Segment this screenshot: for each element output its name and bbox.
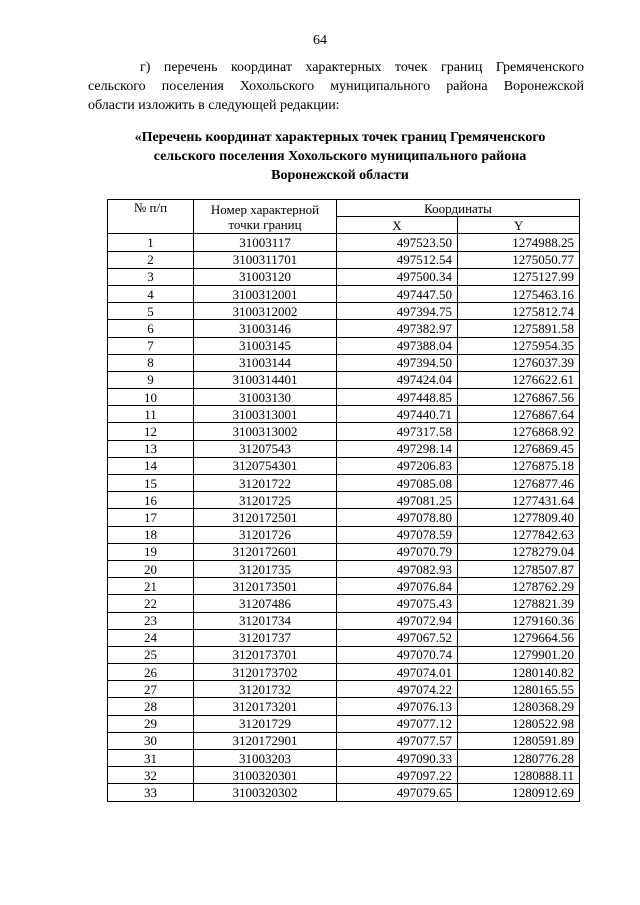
table-row — [108, 457, 580, 474]
cell-number: 30 — [108, 732, 194, 749]
table-row — [108, 750, 580, 767]
cell-x: 497067.52 — [337, 629, 458, 646]
cell-number: 27 — [108, 681, 194, 698]
cell-x: 497394.75 — [337, 303, 458, 320]
cell-x: 497079.65 — [337, 784, 458, 801]
cell-number: 20 — [108, 560, 194, 577]
cell-point-id: 3100313002 — [194, 423, 337, 440]
cell-y: 1280912.69 — [458, 784, 580, 801]
cell-number: 7 — [108, 337, 194, 354]
cell-number: 22 — [108, 595, 194, 612]
cell-x: 497382.97 — [337, 320, 458, 337]
table-row — [108, 509, 580, 526]
table-row — [108, 767, 580, 784]
cell-x: 497440.71 — [337, 406, 458, 423]
title-line: «Перечень координат характерных точек границ Гремяченского — [134, 130, 546, 145]
cell-point-id: 31201722 — [194, 475, 337, 492]
cell-x: 497424.04 — [337, 371, 458, 388]
cell-x: 497097.22 — [337, 767, 458, 784]
cell-x: 497090.33 — [337, 750, 458, 767]
cell-number: 24 — [108, 629, 194, 646]
page-number: 64 — [313, 33, 327, 48]
cell-number: 23 — [108, 612, 194, 629]
cell-x: 497512.54 — [337, 251, 458, 268]
cell-number: 3 — [108, 268, 194, 285]
table-row — [108, 423, 580, 440]
cell-y: 1280888.11 — [458, 767, 580, 784]
cell-point-id: 3100320302 — [194, 784, 337, 801]
header-point — [194, 200, 337, 234]
cell-number: 17 — [108, 509, 194, 526]
cell-number: 19 — [108, 543, 194, 560]
cell-y: 1278279.04 — [458, 543, 580, 560]
title-line: Воронежской области — [271, 168, 409, 183]
cell-y: 1276622.61 — [458, 371, 580, 388]
cell-point-id: 31201734 — [194, 612, 337, 629]
cell-point-id: 31201732 — [194, 681, 337, 698]
cell-point-id: 3100312001 — [194, 285, 337, 302]
cell-point-id: 31003146 — [194, 320, 337, 337]
cell-point-id: 3100312002 — [194, 303, 337, 320]
cell-y: 1275463.16 — [458, 285, 580, 302]
cell-number: 6 — [108, 320, 194, 337]
cell-point-id: 31201735 — [194, 560, 337, 577]
cell-number: 31 — [108, 750, 194, 767]
intro-line: г) перечень координат характерных точек границ Гремяченского — [140, 60, 584, 75]
cell-x: 497206.83 — [337, 457, 458, 474]
cell-y: 1280776.28 — [458, 750, 580, 767]
header-point-line1: Номер характерной — [210, 201, 320, 217]
cell-point-id: 31003120 — [194, 268, 337, 285]
cell-number: 9 — [108, 371, 194, 388]
cell-x: 497082.93 — [337, 560, 458, 577]
intro-paragraph — [88, 58, 584, 115]
cell-point-id: 31003145 — [194, 337, 337, 354]
table-row — [108, 543, 580, 560]
cell-point-id: 3120172501 — [194, 509, 337, 526]
table-row — [108, 664, 580, 681]
cell-x: 497078.59 — [337, 526, 458, 543]
cell-number: 25 — [108, 646, 194, 663]
cell-y: 1275812.74 — [458, 303, 580, 320]
cell-point-id: 3120173201 — [194, 698, 337, 715]
table-row — [108, 732, 580, 749]
table-row — [108, 560, 580, 577]
cell-y: 1277842.63 — [458, 526, 580, 543]
cell-x: 497298.14 — [337, 440, 458, 457]
table-row — [108, 234, 580, 251]
cell-point-id: 3120172601 — [194, 543, 337, 560]
intro-line: сельского поселения Хохольского муниципального района Воронежской — [88, 79, 584, 94]
cell-x: 497075.43 — [337, 595, 458, 612]
table-row — [108, 406, 580, 423]
cell-x: 497070.79 — [337, 543, 458, 560]
cell-y: 1276867.64 — [458, 406, 580, 423]
table-body — [108, 234, 580, 801]
cell-x: 497523.50 — [337, 234, 458, 251]
cell-y: 1275050.77 — [458, 251, 580, 268]
cell-point-id: 31201729 — [194, 715, 337, 732]
header-number: № п/п — [108, 200, 194, 234]
cell-x: 497448.85 — [337, 389, 458, 406]
cell-x: 497085.08 — [337, 475, 458, 492]
table-row — [108, 784, 580, 801]
table-row — [108, 715, 580, 732]
cell-x: 497394.50 — [337, 354, 458, 371]
cell-y: 1279664.56 — [458, 629, 580, 646]
table-row — [108, 389, 580, 406]
cell-point-id: 31201725 — [194, 492, 337, 509]
table-row — [108, 285, 580, 302]
cell-y: 1280522.98 — [458, 715, 580, 732]
table-row — [108, 337, 580, 354]
cell-y: 1278762.29 — [458, 578, 580, 595]
header-coordinates: Координаты — [337, 200, 580, 217]
cell-x: 497076.84 — [337, 578, 458, 595]
table-row — [108, 354, 580, 371]
cell-y: 1276869.45 — [458, 440, 580, 457]
cell-y: 1279160.36 — [458, 612, 580, 629]
cell-point-id: 31003144 — [194, 354, 337, 371]
cell-number: 16 — [108, 492, 194, 509]
cell-x: 497074.01 — [337, 664, 458, 681]
cell-x: 497076.13 — [337, 698, 458, 715]
cell-y: 1278821.39 — [458, 595, 580, 612]
cell-number: 32 — [108, 767, 194, 784]
table-row — [108, 303, 580, 320]
table-row — [108, 320, 580, 337]
cell-y: 1276875.18 — [458, 457, 580, 474]
table-row — [108, 646, 580, 663]
table-row — [108, 268, 580, 285]
cell-point-id: 3100313001 — [194, 406, 337, 423]
cell-y: 1275954.35 — [458, 337, 580, 354]
cell-y: 1275127.99 — [458, 268, 580, 285]
cell-number: 8 — [108, 354, 194, 371]
cell-y: 1274988.25 — [458, 234, 580, 251]
cell-y: 1277809.40 — [458, 509, 580, 526]
cell-x: 497317.58 — [337, 423, 458, 440]
table-row — [108, 251, 580, 268]
table-row — [108, 492, 580, 509]
cell-point-id: 31207486 — [194, 595, 337, 612]
cell-y: 1275891.58 — [458, 320, 580, 337]
cell-point-id: 3120173701 — [194, 646, 337, 663]
title-line: сельского поселения Хохольского муниципального района — [153, 149, 527, 164]
cell-number: 4 — [108, 285, 194, 302]
table-row — [108, 698, 580, 715]
cell-point-id: 31207543 — [194, 440, 337, 457]
cell-x: 497500.34 — [337, 268, 458, 285]
cell-point-id: 3100311701 — [194, 251, 337, 268]
cell-point-id: 3120172901 — [194, 732, 337, 749]
cell-point-id: 31201737 — [194, 629, 337, 646]
cell-y: 1276877.46 — [458, 475, 580, 492]
cell-number: 12 — [108, 423, 194, 440]
cell-x: 497072.94 — [337, 612, 458, 629]
cell-number: 13 — [108, 440, 194, 457]
cell-x: 497078.80 — [337, 509, 458, 526]
document-title — [110, 128, 570, 185]
cell-number: 18 — [108, 526, 194, 543]
cell-point-id: 3120754301 — [194, 457, 337, 474]
cell-number: 15 — [108, 475, 194, 492]
cell-point-id: 3120173501 — [194, 578, 337, 595]
table-row — [108, 475, 580, 492]
cell-number: 33 — [108, 784, 194, 801]
cell-number: 26 — [108, 664, 194, 681]
table-row — [108, 371, 580, 388]
cell-y: 1279901.20 — [458, 646, 580, 663]
table-row — [108, 595, 580, 612]
cell-x: 497388.04 — [337, 337, 458, 354]
cell-number: 21 — [108, 578, 194, 595]
table-row — [108, 629, 580, 646]
header-point-line2: точки границ — [228, 216, 302, 232]
cell-y: 1280165.55 — [458, 681, 580, 698]
cell-y: 1278507.87 — [458, 560, 580, 577]
cell-point-id: 3100314401 — [194, 371, 337, 388]
table-row — [108, 440, 580, 457]
cell-point-id: 31003130 — [194, 389, 337, 406]
cell-y: 1280140.82 — [458, 664, 580, 681]
cell-number: 28 — [108, 698, 194, 715]
table-row — [108, 681, 580, 698]
cell-y: 1276868.92 — [458, 423, 580, 440]
cell-y: 1276037.39 — [458, 354, 580, 371]
cell-point-id: 3120173702 — [194, 664, 337, 681]
cell-x: 497081.25 — [337, 492, 458, 509]
cell-y: 1276867.56 — [458, 389, 580, 406]
header-x: X — [337, 217, 458, 234]
cell-point-id: 31003203 — [194, 750, 337, 767]
cell-number: 2 — [108, 251, 194, 268]
cell-x: 497447.50 — [337, 285, 458, 302]
cell-number: 10 — [108, 389, 194, 406]
cell-point-id: 31003117 — [194, 234, 337, 251]
cell-y: 1277431.64 — [458, 492, 580, 509]
cell-y: 1280591.89 — [458, 732, 580, 749]
cell-x: 497077.12 — [337, 715, 458, 732]
cell-number: 1 — [108, 234, 194, 251]
cell-number: 14 — [108, 457, 194, 474]
cell-x: 497070.74 — [337, 646, 458, 663]
table-header — [108, 200, 580, 234]
cell-number: 11 — [108, 406, 194, 423]
cell-y: 1280368.29 — [458, 698, 580, 715]
cell-number: 5 — [108, 303, 194, 320]
cell-x: 497074.22 — [337, 681, 458, 698]
cell-x: 497077.57 — [337, 732, 458, 749]
table-row — [108, 578, 580, 595]
cell-point-id: 3100320301 — [194, 767, 337, 784]
cell-point-id: 31201726 — [194, 526, 337, 543]
table-row — [108, 612, 580, 629]
cell-number: 29 — [108, 715, 194, 732]
intro-line: области изложить в следующей редакции: — [88, 98, 340, 113]
header-y: Y — [458, 217, 580, 234]
coordinates-table — [107, 199, 580, 802]
table-row — [108, 526, 580, 543]
